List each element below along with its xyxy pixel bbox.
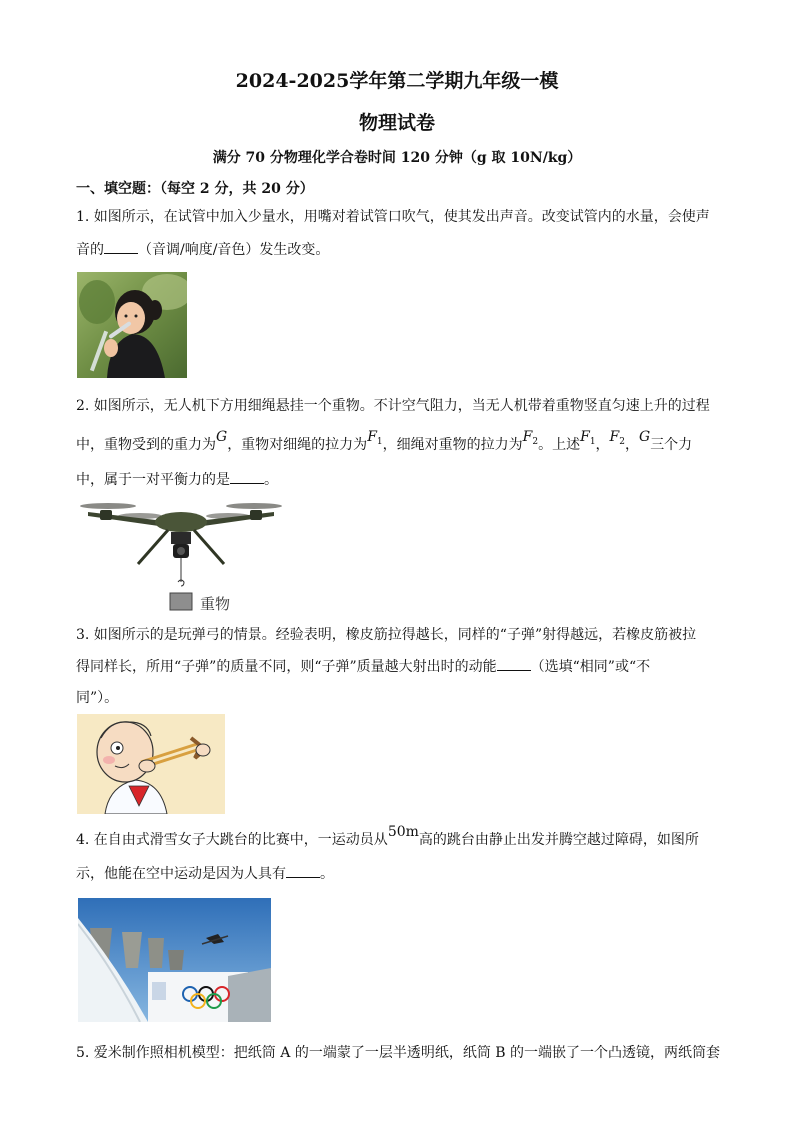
q2-line1: 2. 如图所示，无人机下方用细绳悬挂一个重物。不计空气阻力，当无人机带着重物竖直匀速上升的过程 <box>76 398 710 414</box>
q4-text-c: 示，他能在空中运动是因为人具有 <box>76 866 286 882</box>
q3-line2 <box>76 657 650 677</box>
q2-text-a: 中，重物受到的重力为 <box>76 437 216 453</box>
q4-answer-blank[interactable] <box>286 865 320 878</box>
q2-comma-1: ， <box>595 437 610 453</box>
q4-ski-jump-image <box>78 898 271 1022</box>
q4-line2 <box>76 864 334 884</box>
q3-line3: 同”）。 <box>76 690 119 706</box>
q1-girl-blowing-tube-image <box>77 272 187 378</box>
q2-symbol-f1: $F_1$ <box>367 429 383 447</box>
q2-drone-image <box>78 498 284 614</box>
q2-text-c: ，细绳对重物的拉力为 <box>382 437 523 453</box>
q2-line3 <box>76 470 278 490</box>
q2-text-d: 。上述 <box>538 437 581 453</box>
q2-symbol-f2: $F_2$ <box>522 429 539 447</box>
q2-weight-label: 重物 <box>200 595 231 613</box>
q2-text-g: 。 <box>264 472 278 488</box>
q3-text-b: （选填“相同”或“不 <box>530 659 651 675</box>
q3-text-a: 得同样长，所用“子弹”的质量不同，则“子弹”质量越大射出时的动能 <box>76 659 497 675</box>
q2-text-f: 中，属于一对平衡力的是 <box>76 472 230 488</box>
q5-line1: 5. 爱米制作照相机模型：把纸筒 A 的一端蒙了一层半透明纸，纸筒 B 的一端嵌了一个凸透镜，两纸筒套 <box>76 1045 721 1061</box>
q3-slingshot-boy-image <box>77 714 225 814</box>
q2-line2 <box>76 429 693 457</box>
q2-text-e: 三个力 <box>650 437 693 453</box>
q2-symbol-g: G <box>216 429 228 445</box>
q3-line1: 3. 如图所示的是玩弹弓的情景。经验表明，橡皮筋拉得越长，同样的“子弹”射得越远，若橡皮筋被拉 <box>76 627 697 643</box>
q2-comma-2: ， <box>625 437 639 453</box>
q1-line2 <box>76 240 329 260</box>
q2-answer-blank[interactable] <box>230 471 264 484</box>
q2-symbol-f1-list: $F_1$ <box>580 429 596 447</box>
q4-text-b: 高的跳台由静止出发并腾空越过障碍，如图所 <box>418 832 699 848</box>
exam-title: 2024-2025学年第二学期九年级一模 <box>235 70 559 92</box>
section-heading: 一、填空题：（每空 2 分，共 20 分） <box>76 181 314 197</box>
q4-text-a: 4. 在自由式滑雪女子大跳台的比赛中，一运动员从 <box>76 832 388 848</box>
q2-symbol-g-list: G <box>639 429 651 445</box>
q4-text-d: 。 <box>320 866 334 882</box>
q1-text-a: 音的 <box>76 242 104 258</box>
q1-line1: 1. 如图所示，在试管中加入少量水，用嘴对着试管口吹气，使其发出声音。改变试管内的水量，会使声 <box>76 209 710 225</box>
q2-text-b: ，重物对细绳的拉力为 <box>227 437 368 453</box>
q2-symbol-f2-list: $F_2$ <box>609 429 625 447</box>
exam-info: 满分 70 分物理化学合卷时间 120 分钟（g 取 10N/kg） <box>212 150 582 166</box>
q1-text-b: （音调/响度/音色）发生改变。 <box>138 242 330 258</box>
q4-height-value: 50m <box>387 824 419 840</box>
q3-answer-blank[interactable] <box>497 658 531 671</box>
q4-line1 <box>76 824 699 850</box>
q1-answer-blank[interactable] <box>104 241 138 254</box>
exam-subject: 物理试卷 <box>358 112 435 134</box>
